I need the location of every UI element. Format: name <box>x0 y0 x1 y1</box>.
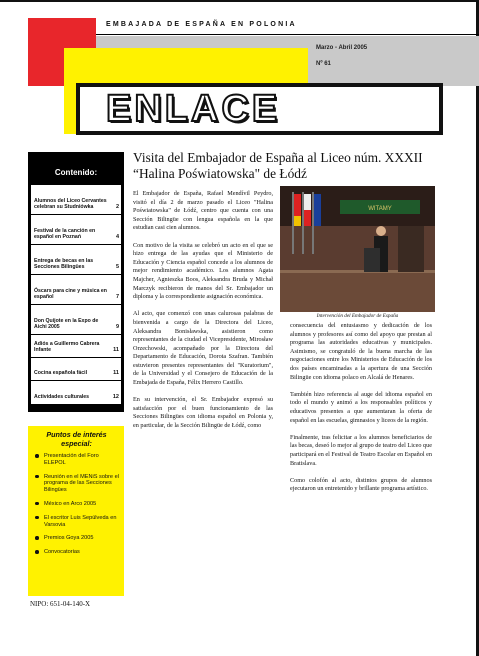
issue-number: Nº 61 <box>316 61 331 67</box>
toc-item-page: 7 <box>115 294 119 301</box>
article-column-left <box>133 190 273 439</box>
toc-item-page: 2 <box>115 204 119 211</box>
toc-item-text: Actividades culturales <box>34 394 90 401</box>
point-text: El escritor Luis Sepúlveda en Varsovia <box>44 514 117 528</box>
toc-item[interactable] <box>31 245 121 275</box>
point-text: Convocatorias <box>44 549 80 556</box>
toc-item[interactable] <box>31 185 121 215</box>
point-text: Presentación del Foro ELEPOL <box>44 453 99 466</box>
point-text: Reunión en el MENiS sobre el programa de las Secciones Bilingües <box>44 473 119 494</box>
point-text: Premios Goya 2005 <box>44 535 94 542</box>
article-paragraph: Finalmente, tras felicitar a los alumnos beneficiarios de las becas, deseó lo mejor al grupo de teatro del Liceo que participará en el Festival de Teatro Escolar en Español en Bratislava. <box>290 433 432 467</box>
embassy-name: EMBAJADA DE ESPAÑA EN POLONIA <box>106 21 297 28</box>
toc-item-text: Adiós a Guillermo Cabrera Infante <box>34 340 100 354</box>
nipo-code: NIPO: 651-04-140-X <box>30 600 91 608</box>
top-border <box>0 0 479 2</box>
article-paragraph: Al acto, que comenzó con unas calurosas palabras de bienvenida a cargo de la Directora del Liceo, Aleksandra Bonisławska, asistieron como representantes de la ciudad el Vicepresidente, Mirosław Orzechowski, acompañado por la Directora del Departamento de Educación, Dorota Szafran. También estuvieron presentes representantes del "Kuratorium", de la Universidad y el Consejero de Educación de la Embajada de España, Félix Herrero Castillo. <box>133 310 273 387</box>
toc-item-text: Festival de la canción en español en Poznań <box>34 227 96 241</box>
list-item[interactable] <box>33 549 120 556</box>
contents-list <box>31 185 121 404</box>
bullet-icon <box>35 454 39 458</box>
toc-item-page: 11 <box>113 347 119 354</box>
points-list <box>33 453 120 556</box>
toc-item-text: Alumnos del Liceo Cervantes celebran su Studniówka <box>34 197 107 211</box>
contents-title: Contenido: <box>54 168 98 177</box>
article-paragraph: Con motivo de la visita se celebró un acto en el que se hizo entrega de las ayudas que el Ministerio de Educación y Ciencia español concede a los alumnos de mejor rendimiento académico. Los alumnos Agata Majcher, Agnieszka Boos, Aleksandra Bruda y Michał Marczyk recibieron de manos del Sr. Embajador un diploma y la correspondiente asignación económica. <box>133 241 273 301</box>
list-item[interactable] <box>33 515 120 529</box>
list-item[interactable] <box>33 453 120 467</box>
toc-item-text: Cocina española fácil <box>34 370 88 377</box>
toc-item-text: Óscars para cine y música en español <box>34 287 107 301</box>
points-of-interest-box <box>28 426 124 596</box>
contents-box <box>28 152 124 412</box>
issue-date: Marzo - Abril 2005 <box>316 45 368 51</box>
masthead-rule <box>96 34 479 35</box>
svg-text:WITAMY: WITAMY <box>368 206 392 212</box>
toc-item[interactable] <box>31 215 121 245</box>
article-paragraph: En su intervención, el Sr. Embajador expresó su satisfacción por el buen funcionamiento de las Secciones Bilingües con idioma español en Polonia y, en particular, de la Sección Bilingüe de Łódź, como <box>133 396 273 430</box>
toc-item[interactable] <box>31 381 121 404</box>
toc-item-text: Don Quijote en la Expo de Aichi 2005 <box>34 317 99 331</box>
article-paragraph: También hizo referencia al auge del idioma español en todo el mundo y animó a los responsables políticos y educativos presentes a que aumentaran la oferta de español en las escuelas, gimnasios y liceos de la región. <box>290 390 432 424</box>
bullet-icon <box>35 516 39 520</box>
bullet-icon <box>35 550 39 554</box>
toc-item-text: Entrega de becas en las Secciones Bilingües <box>34 257 94 271</box>
list-item[interactable] <box>33 535 120 542</box>
list-item[interactable] <box>33 501 120 508</box>
ambassador-speech-photo <box>280 186 435 312</box>
bullet-icon <box>35 502 39 506</box>
points-title: Puntos de interés especial: <box>46 430 107 448</box>
toc-item-page: 4 <box>115 234 119 241</box>
article-paragraph: Como colofón al acto, distintos grupos de alumnos ejecutaron un entretenido y brillante programa artístico. <box>290 476 432 493</box>
bullet-icon <box>35 536 39 540</box>
toc-item[interactable] <box>31 335 121 358</box>
toc-item[interactable] <box>31 358 121 381</box>
article-title: Visita del Embajador de España al Liceo núm. XXXII “Halina Poświatowska" de Łódź <box>133 150 423 181</box>
toc-item-page: 12 <box>112 394 119 401</box>
point-text: México en Arco 2005 <box>44 500 97 507</box>
photo-caption: Intervención del Embajador de España <box>316 313 399 319</box>
toc-item[interactable] <box>31 305 121 335</box>
newsletter-logo: ENLACE <box>106 88 281 130</box>
toc-item-page: 9 <box>115 324 119 331</box>
article-paragraph: consecuencia del entusiasmo y dedicación de los alumnos y profesores así como del apoyo que prestan al programa las autoridades educativas y municipales. Asimismo, se congratuló de la buena marcha de las negociaciones entre los Ministerios de Educación de los dos países encaminadas a la apertura de una Sección Bilingüe con idioma polaco en Alcalá de Henares. <box>290 322 432 381</box>
article-column-right <box>290 322 432 502</box>
article-paragraph: El Embajador de España, Rafael Mendívil Peydro, visitó el día 2 de marzo pasado el Liceo "Halina Poświatowska" de Łódź, centro que cuenta con una Sección Bilingüe con lengua española en la que estudian casi cien alumnos. <box>133 190 273 232</box>
toc-item-page: 5 <box>115 264 119 271</box>
photo-illustration <box>280 186 435 312</box>
list-item[interactable] <box>33 474 120 494</box>
toc-item[interactable] <box>31 275 121 305</box>
bullet-icon <box>35 475 39 479</box>
toc-item-page: 11 <box>113 370 119 377</box>
